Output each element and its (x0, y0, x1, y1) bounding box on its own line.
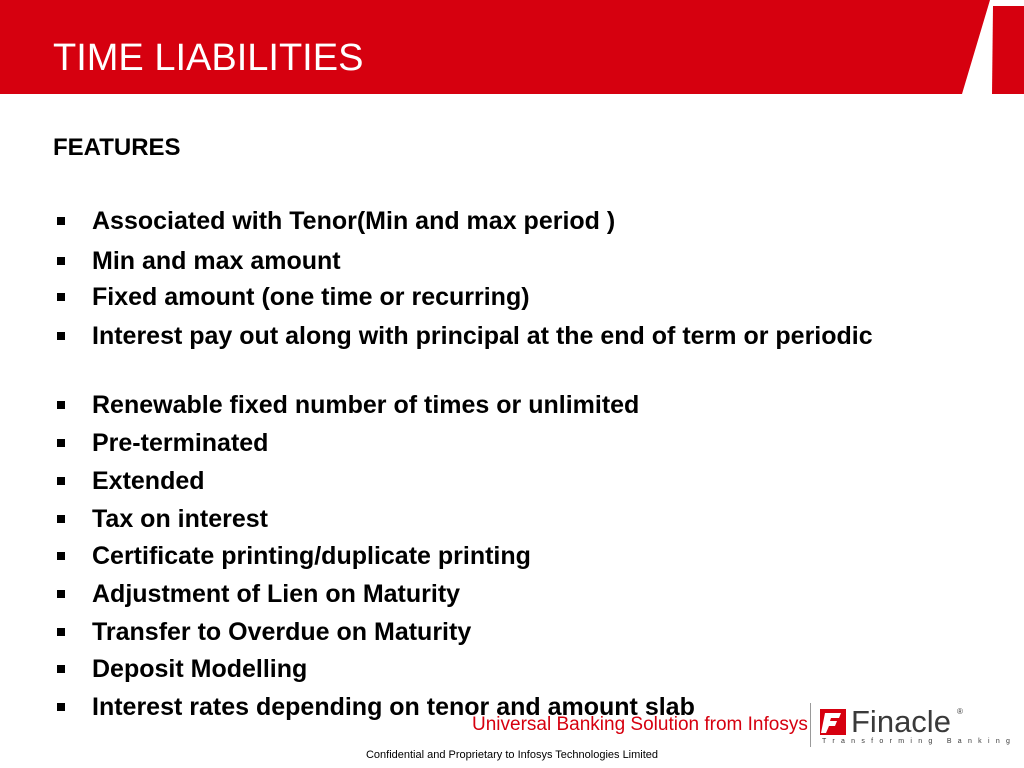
bullet-square-icon (57, 628, 65, 636)
finacle-logo-mark-icon (820, 709, 846, 735)
logo-wordmark: Finacle (851, 704, 951, 739)
bullet-square-icon (57, 477, 65, 485)
bullet-square-icon (57, 217, 65, 225)
registered-mark: ® (957, 707, 963, 716)
bullet-square-icon (57, 401, 65, 409)
bullet-square-icon (57, 257, 65, 265)
bullet-square-icon (57, 515, 65, 523)
footer-divider (810, 703, 811, 747)
confidential-notice: Confidential and Proprietary to Infosys Technologies Limited (365, 749, 659, 761)
bullet-square-icon (57, 293, 65, 301)
finacle-logo (820, 704, 1017, 749)
footer-tagline: Universal Banking Solution from Infosys (472, 714, 808, 735)
title-bar (0, 0, 1024, 94)
bullet-square-icon (57, 703, 65, 711)
bullet-square-icon (57, 665, 65, 673)
bullet-square-icon (57, 332, 65, 340)
logo-subtitle: Transforming Banking (822, 738, 1017, 745)
bullet-square-icon (57, 439, 65, 447)
bullet-square-icon (57, 590, 65, 598)
bullet-square-icon (57, 552, 65, 560)
slide-title: TIME LIABILITIES (53, 37, 364, 79)
section-heading: FEATURES (53, 134, 181, 161)
